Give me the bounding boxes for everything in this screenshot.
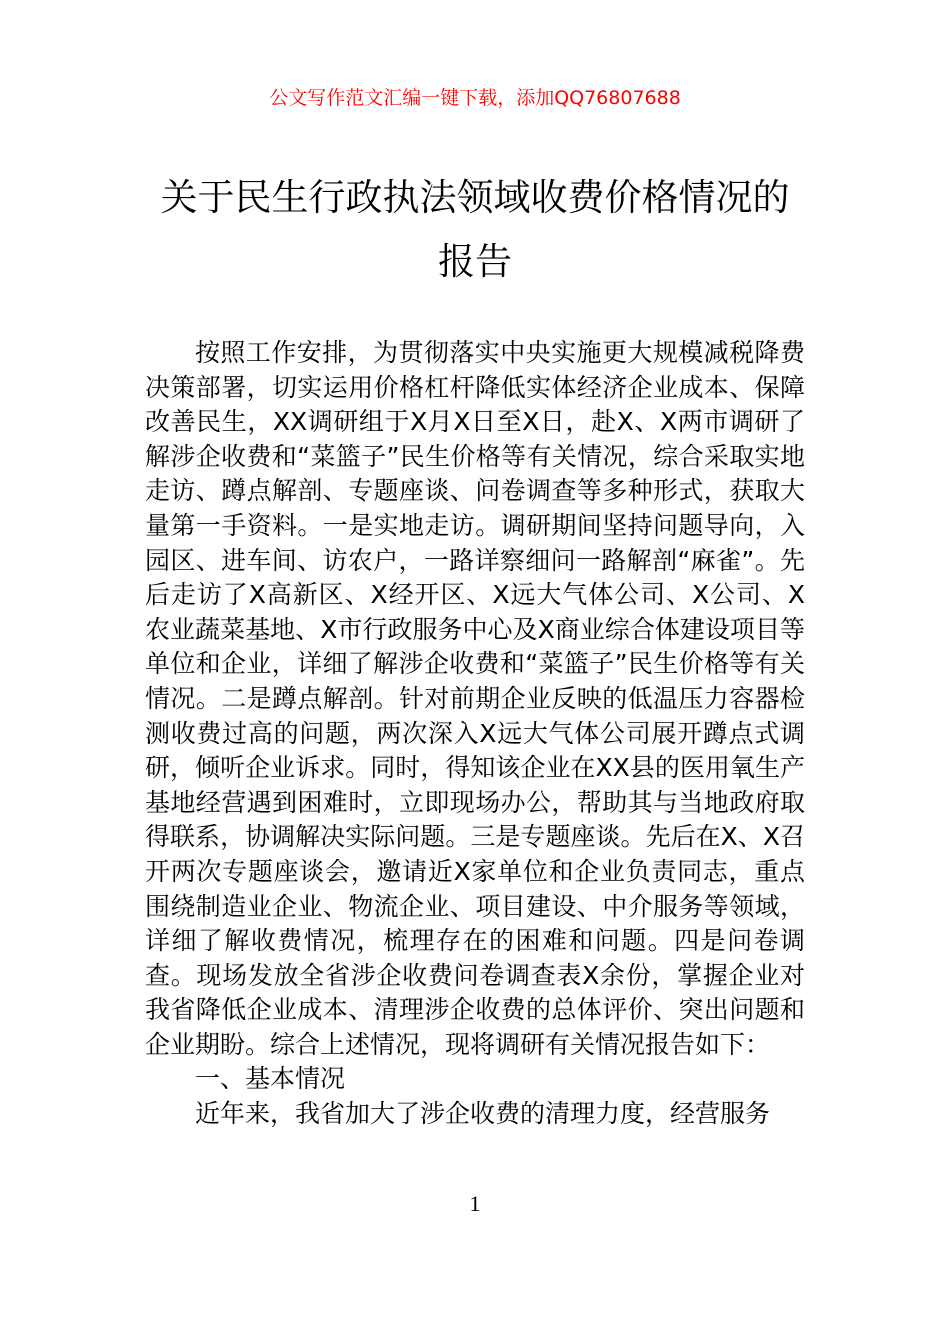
- page-number: 1: [469, 1191, 481, 1216]
- paragraph-intro: 按照工作安排，为贯彻落实中央实施更大规模减税降费决策部署，切实运用价格杠杆降低实体经济企业成本、保障改善民生，XX调研组于X月X日至X日，赴X、X两市调研了解涉企收费和“菜篮子”民生价格等有关情况，综合采取实地走访、蹲点解剖、专题座谈、问卷调查等多种形式，获取大量第一手资料。一是实地走访。调研期间坚持问题导向，入园区、进车间、访农户，一路详察细问一路解剖“麻雀”。先后走访了X高新区、X经开区、X远大气体公司、X公司、X农业蔬菜基地、X市行政服务中心及X商业综合体建设项目等单位和企业，详细了解涉企收费和“菜篮子”民生价格等有关情况。二是蹲点解剖。针对前期企业反映的低温压力容器检测收费过高的问题，两次深入X远大气体公司展开蹲点式调研，倾听企业诉求。同时，得知该企业在XX县的医用氧生产基地经营遇到困难时，立即现场办公，帮助其与当地政府取得联系，协调解决实际问题。三是专题座谈。先后在X、X召开两次专题座谈会，邀请近X家单位和企业负责同志，重点围绕制造业企业、物流企业、项目建设、中介服务等领域，详细了解收费情况，梳理存在的困难和问题。四是问卷调查。现场发放全省涉企收费问卷调查表X余份，掌握企业对我省降低企业成本、清理涉企收费的总体评价、突出问题和企业期盼。综合上述情况，现将调研有关情况报告如下：: [145, 338, 805, 1059]
- page-title: 关于民生行政执法领域收费价格情况的报告: [160, 176, 790, 283]
- download-banner: 公文写作范文汇编一键下载，添加QQ76807688: [269, 87, 681, 109]
- paragraph-basic-situation: 近年来，我省加大了涉企收费的清理力度，经营服务: [195, 1099, 771, 1129]
- document-body: [145, 336, 805, 1132]
- section-heading: 一、基本情况: [195, 1064, 346, 1094]
